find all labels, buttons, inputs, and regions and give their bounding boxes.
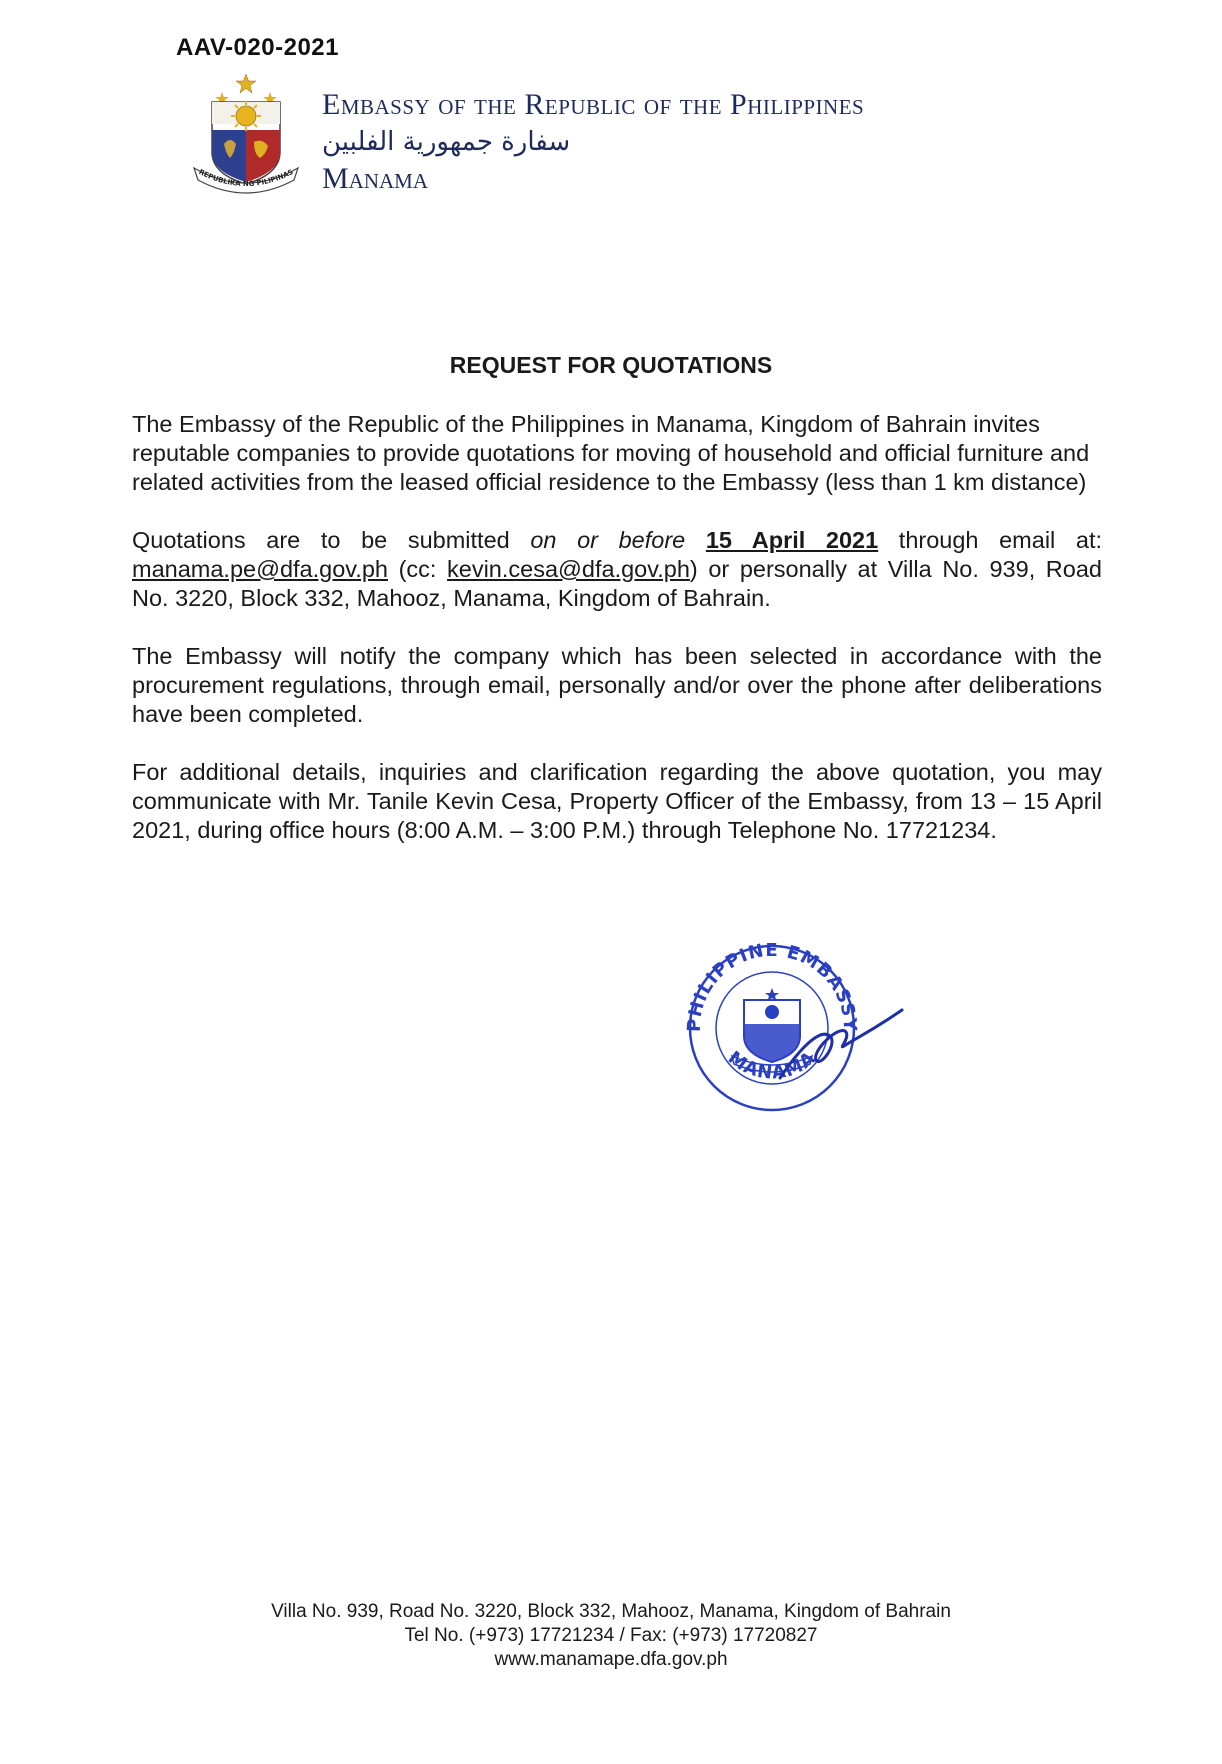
email-cc-link[interactable]: kevin.cesa@dfa.gov.ph: [447, 556, 690, 582]
embassy-name: Embassy of the Republic of the Philippines: [322, 88, 865, 121]
letter-footer: [0, 1600, 1222, 1672]
paragraph-notification: The Embassy will notify the company which has been selected in accordance with the procurement regulations, through email, personally and/or over the phone after deliberations have been completed.: [132, 643, 1102, 727]
svg-text:REPUBLIKA NG PILIPINAS: REPUBLIKA NG PILIPINAS: [197, 167, 295, 189]
email-primary-link[interactable]: manama.pe@dfa.gov.ph: [132, 556, 388, 582]
footer-website[interactable]: www.manamape.dfa.gov.ph: [494, 1649, 728, 1670]
submission-address: ) or personally at Villa No. 939, Road No. 3220, Block 332, Mahooz, Manama, Kingdom of Bahrain.: [132, 556, 1102, 611]
philippine-coat-of-arms-icon: [190, 72, 302, 204]
reference-code: AAV-020-2021: [176, 34, 339, 61]
submission-italic: on or before: [530, 527, 686, 553]
stamp-bottom-text: MANAMA: [724, 1047, 820, 1084]
footer-contact: Tel No. (+973) 17721234 / Fax: (+973) 17720827: [404, 1625, 818, 1646]
paragraph-submission: [132, 526, 1102, 613]
document-body: [132, 410, 1102, 874]
footer-address: Villa No. 939, Road No. 3220, Block 332, Mahooz, Manama, Kingdom of Bahrain: [271, 1601, 951, 1622]
stamp-top-text: PHILIPPINE EMBASSY: [683, 939, 861, 1033]
submission-intro: Quotations are to be submitted: [132, 527, 531, 553]
embassy-city: Manama: [322, 162, 429, 195]
embassy-name-arabic: سفارة جمهورية الفلبين: [322, 127, 571, 157]
document-heading: REQUEST FOR QUOTATIONS: [449, 352, 773, 378]
paragraph-invitation: The Embassy of the Republic of the Philippines in Manama, Kingdom of Bahrain invites reputable companies to provide quotations for moving of household and official furniture and related activities from the leased official residence to the Embassy (less than 1 km distance): [132, 411, 1090, 495]
submission-cc: (cc:: [387, 556, 448, 582]
letterhead: [322, 86, 864, 198]
submission-channel: through email at:: [878, 527, 1103, 553]
embassy-stamp-icon: [670, 928, 910, 1128]
submission-deadline: 15 April 2021: [705, 527, 879, 553]
paragraph-contact: For additional details, inquiries and clarification regarding the above quotation, you may communicate with Mr. Tanile Kevin Cesa, Property Officer of the Embassy, from 13 – 15 April 2021, during office hours (8:00 A.M. – 3:00 P.M.) through Telephone No. 17721234.: [132, 759, 1102, 843]
